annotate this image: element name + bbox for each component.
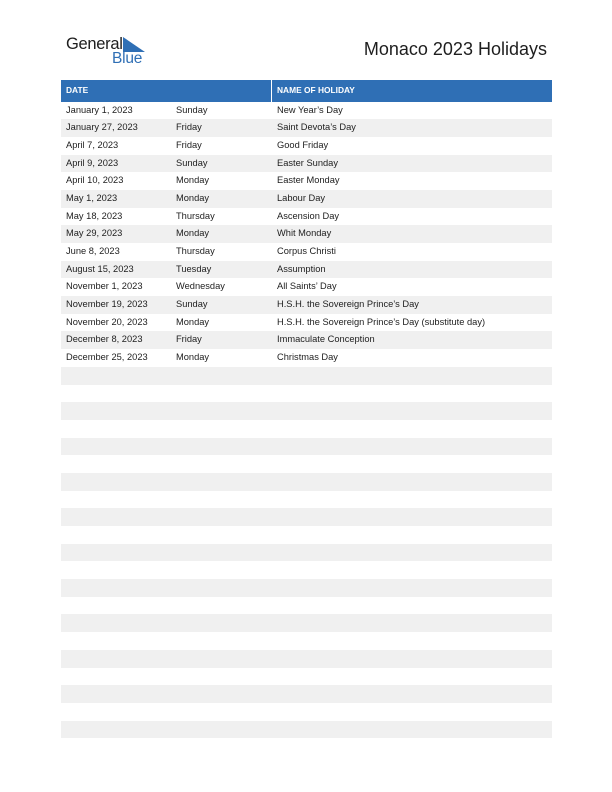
cell-date	[61, 526, 171, 544]
cell-date: November 1, 2023	[66, 281, 143, 292]
cell-holiday-name	[272, 668, 552, 686]
cell-holiday-name: Corpus Christi	[277, 246, 336, 256]
cell-weekday	[171, 544, 272, 562]
table-row	[61, 438, 552, 456]
table-row	[61, 526, 552, 544]
table-body	[61, 102, 552, 756]
cell-holiday-name: New Year’s Day	[277, 104, 343, 115]
cell-date: April 10, 2023	[66, 175, 124, 186]
table-row	[61, 703, 552, 721]
table-row	[61, 597, 552, 615]
cell-weekday: Sunday	[176, 299, 208, 310]
table-row	[61, 579, 552, 597]
table-row	[61, 721, 552, 739]
table-row	[61, 420, 552, 438]
cell-weekday	[171, 632, 272, 650]
cell-weekday	[171, 438, 272, 456]
cell-holiday-name	[272, 402, 552, 420]
cell-date: May 29, 2023	[66, 228, 123, 239]
cell-weekday: Thursday	[176, 246, 215, 256]
cell-date	[61, 668, 171, 686]
table-row	[61, 208, 552, 226]
table-header	[61, 80, 552, 102]
table-row	[61, 243, 552, 261]
table-row	[61, 455, 552, 473]
cell-weekday	[171, 402, 272, 420]
cell-holiday-name	[272, 703, 552, 721]
logo-text-general: General	[66, 35, 123, 53]
cell-date	[61, 455, 171, 473]
cell-weekday: Monday	[176, 352, 210, 363]
cell-date	[61, 438, 171, 456]
table-row	[61, 225, 552, 243]
cell-date	[61, 491, 171, 509]
cell-holiday-name	[272, 561, 552, 579]
cell-date: November 19, 2023	[66, 299, 148, 310]
cell-holiday-name	[272, 473, 552, 491]
table-row	[61, 473, 552, 491]
cell-date	[61, 614, 171, 632]
table-row	[61, 261, 552, 279]
cell-holiday-name	[272, 685, 552, 703]
cell-weekday	[171, 721, 272, 739]
cell-date: May 1, 2023	[66, 192, 118, 203]
cell-holiday-name: Good Friday	[277, 139, 329, 150]
logo	[66, 34, 166, 70]
cell-weekday: Monday	[176, 316, 210, 327]
cell-holiday-name	[272, 544, 552, 562]
cell-date: August 15, 2023	[66, 263, 134, 274]
cell-weekday	[171, 703, 272, 721]
cell-holiday-name: Easter Monday	[277, 175, 340, 186]
table-row	[61, 102, 552, 120]
cell-weekday	[171, 508, 272, 526]
cell-holiday-name: Easter Sunday	[277, 157, 338, 168]
cell-weekday: Tuesday	[176, 263, 212, 274]
cell-date: June 8, 2023	[66, 246, 120, 256]
holiday-table	[61, 80, 552, 756]
cell-holiday-name	[272, 455, 552, 473]
cell-date	[61, 473, 171, 491]
cell-weekday: Friday	[176, 334, 202, 345]
cell-holiday-name	[272, 632, 552, 650]
cell-date	[61, 508, 171, 526]
table-row	[61, 544, 552, 562]
table-row	[61, 614, 552, 632]
cell-holiday-name	[272, 738, 552, 756]
cell-holiday-name	[272, 721, 552, 739]
cell-weekday	[171, 650, 272, 668]
cell-weekday	[171, 491, 272, 509]
cell-date	[61, 703, 171, 721]
cell-weekday: Sunday	[176, 104, 208, 115]
cell-weekday: Monday	[176, 228, 210, 239]
table-row	[61, 119, 552, 137]
column-header-date: DATE	[61, 80, 272, 102]
cell-holiday-name	[272, 614, 552, 632]
cell-holiday-name: Christmas Day	[277, 352, 338, 363]
cell-date	[61, 738, 171, 756]
cell-holiday-name	[272, 508, 552, 526]
table-row	[61, 491, 552, 509]
cell-holiday-name	[272, 579, 552, 597]
table-row	[61, 367, 552, 385]
cell-weekday	[171, 367, 272, 385]
cell-date: January 27, 2023	[66, 122, 138, 133]
cell-weekday	[171, 738, 272, 756]
table-row	[61, 190, 552, 208]
cell-date	[61, 650, 171, 668]
cell-date	[61, 420, 171, 438]
table-row	[61, 155, 552, 173]
cell-date	[61, 561, 171, 579]
cell-date	[61, 721, 171, 739]
cell-weekday: Friday	[176, 139, 202, 150]
cell-date	[61, 385, 171, 403]
cell-date: December 25, 2023	[66, 352, 148, 363]
table-row	[61, 331, 552, 349]
cell-weekday	[171, 668, 272, 686]
cell-date	[61, 632, 171, 650]
cell-weekday: Monday	[176, 175, 210, 186]
cell-holiday-name: Immaculate Conception	[277, 334, 375, 345]
table-row	[61, 668, 552, 686]
cell-date: November 20, 2023	[66, 316, 148, 327]
table-row	[61, 650, 552, 668]
cell-date: April 7, 2023	[66, 139, 119, 150]
cell-weekday	[171, 420, 272, 438]
cell-date: December 8, 2023	[66, 334, 143, 345]
cell-weekday	[171, 455, 272, 473]
cell-date: April 9, 2023	[66, 157, 119, 168]
cell-holiday-name	[272, 650, 552, 668]
cell-holiday-name	[272, 597, 552, 615]
cell-holiday-name: Saint Devota’s Day	[277, 122, 356, 133]
cell-weekday: Sunday	[176, 157, 208, 168]
table-row	[61, 349, 552, 367]
table-row	[61, 296, 552, 314]
table-row	[61, 738, 552, 756]
logo-text-blue: Blue	[112, 49, 143, 67]
table-row	[61, 632, 552, 650]
table-row	[61, 402, 552, 420]
cell-date	[61, 685, 171, 703]
table-row	[61, 137, 552, 155]
cell-weekday	[171, 685, 272, 703]
table-row	[61, 561, 552, 579]
cell-weekday	[171, 473, 272, 491]
page-title: Monaco 2023 Holidays	[363, 39, 547, 59]
cell-holiday-name: Labour Day	[277, 192, 326, 203]
cell-weekday: Monday	[176, 192, 210, 203]
cell-holiday-name: H.S.H. the Sovereign Prince’s Day	[277, 299, 419, 310]
cell-holiday-name: Assumption	[277, 263, 326, 274]
cell-date	[61, 544, 171, 562]
table-row	[61, 172, 552, 190]
cell-weekday: Thursday	[176, 210, 215, 221]
table-row	[61, 508, 552, 526]
cell-date: May 18, 2023	[66, 210, 123, 221]
cell-holiday-name: H.S.H. the Sovereign Prince’s Day (substitute day)	[277, 316, 486, 327]
cell-date: January 1, 2023	[66, 104, 133, 115]
cell-weekday: Friday	[176, 122, 202, 133]
cell-weekday: Wednesday	[176, 281, 225, 292]
cell-holiday-name: All Saints’ Day	[277, 281, 337, 292]
cell-weekday	[171, 614, 272, 632]
cell-weekday	[171, 579, 272, 597]
cell-holiday-name	[272, 420, 552, 438]
cell-holiday-name	[272, 491, 552, 509]
table-row	[61, 314, 552, 332]
cell-weekday	[171, 526, 272, 544]
cell-holiday-name: Ascension Day	[277, 210, 340, 221]
cell-holiday-name: Whit Monday	[277, 228, 332, 239]
table-row	[61, 278, 552, 296]
cell-date	[61, 367, 171, 385]
cell-holiday-name	[272, 385, 552, 403]
cell-holiday-name	[272, 526, 552, 544]
cell-date	[61, 579, 171, 597]
column-header-holiday-name: NAME OF HOLIDAY	[277, 85, 355, 95]
cell-weekday	[171, 597, 272, 615]
cell-date	[61, 597, 171, 615]
table-row	[61, 385, 552, 403]
cell-weekday	[171, 385, 272, 403]
cell-weekday	[171, 561, 272, 579]
cell-holiday-name	[272, 367, 552, 385]
cell-date	[61, 402, 171, 420]
table-row	[61, 685, 552, 703]
cell-holiday-name	[272, 438, 552, 456]
